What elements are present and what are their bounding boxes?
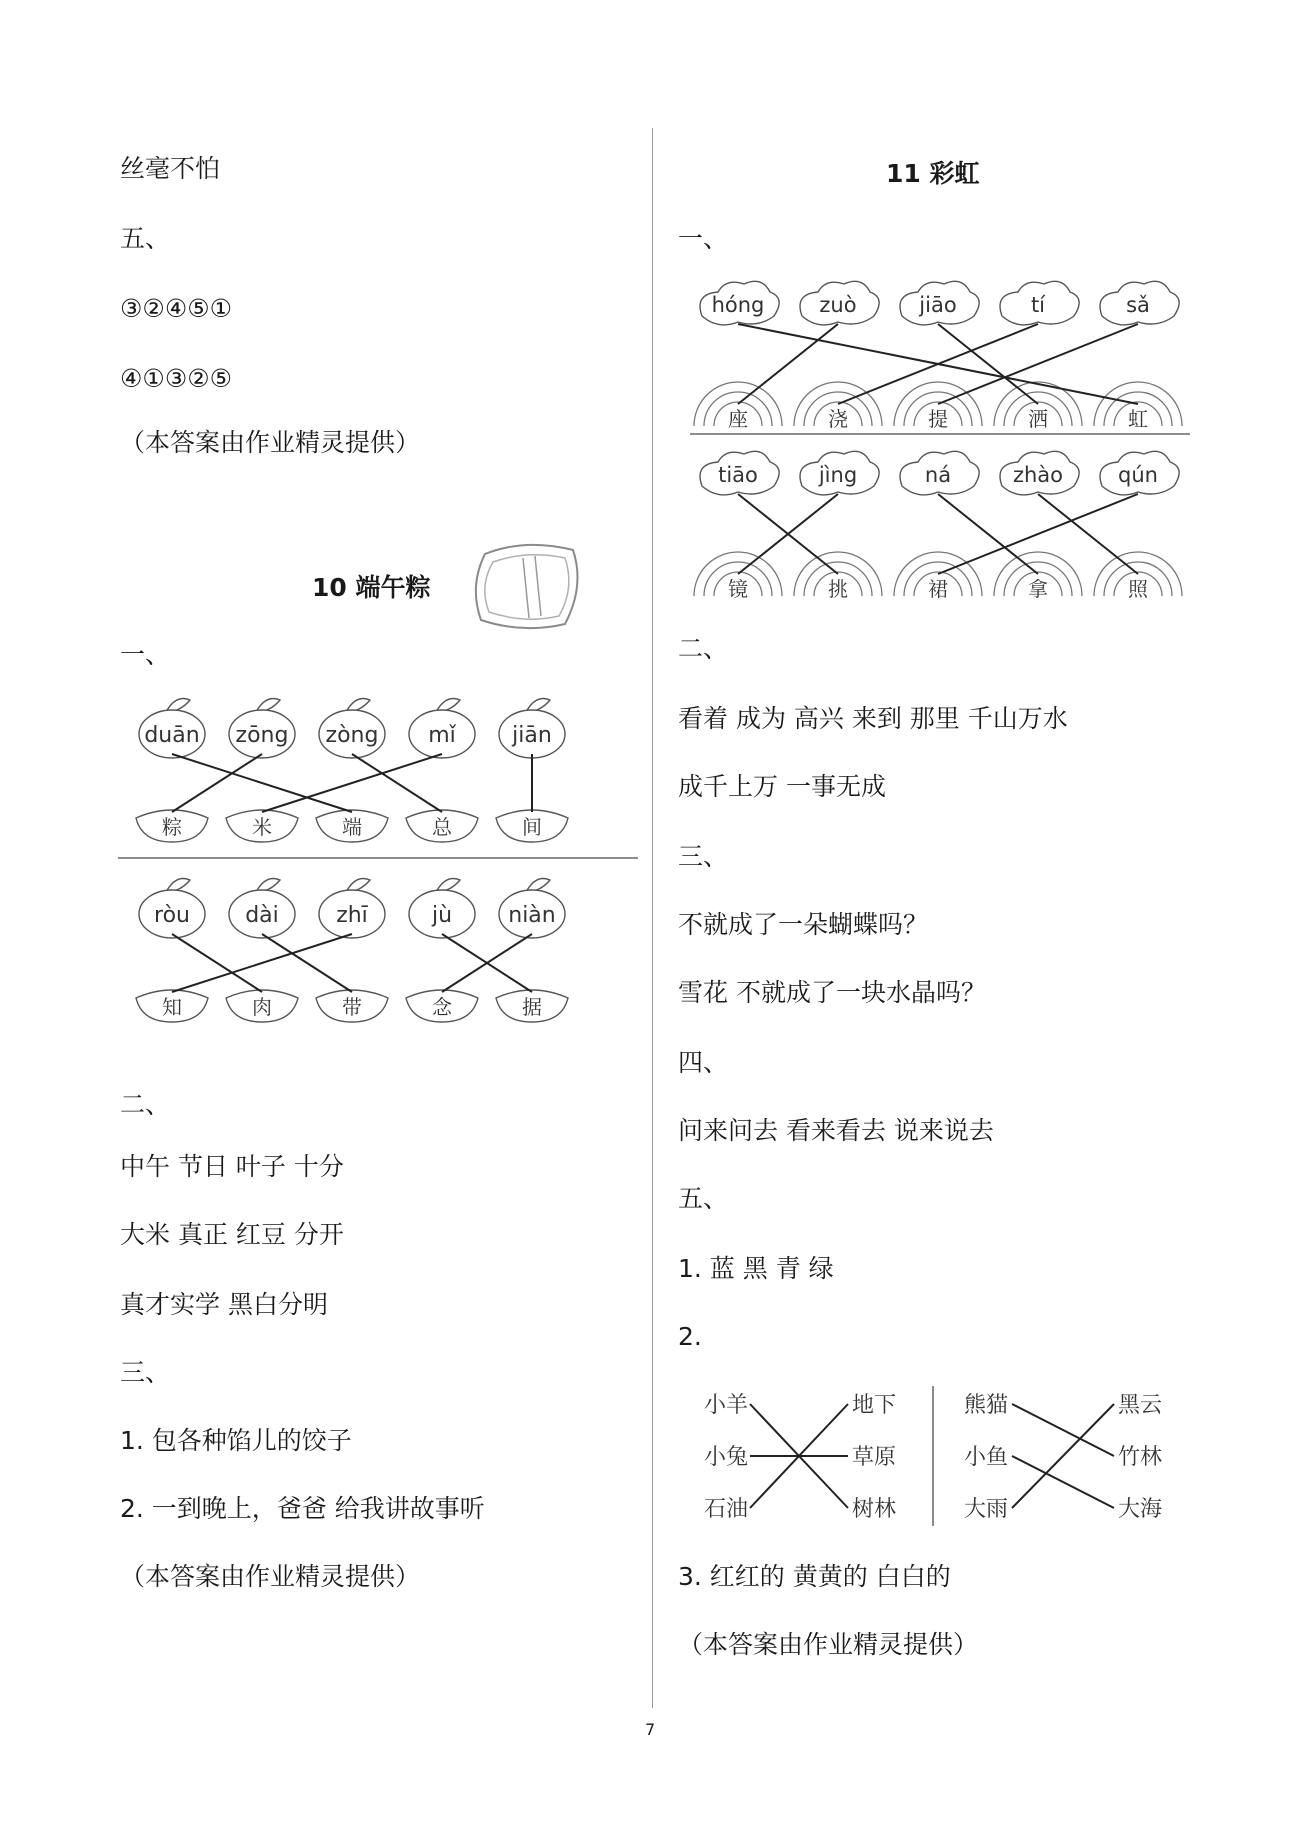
pinyin-label: hóng: [711, 293, 765, 317]
character-label: 肉: [252, 995, 272, 1019]
answer-line: 雪花 不就成了一块水晶吗？: [678, 978, 986, 1007]
character-label: 挑: [828, 577, 848, 601]
word-label: 小鱼: [963, 1445, 1009, 1470]
character-label: 裙: [928, 577, 948, 601]
pinyin-label: niàn: [508, 903, 556, 928]
section-heading: 五、: [120, 224, 171, 253]
source-note: （本答案由作业精灵提供）: [678, 1630, 979, 1659]
answer-line: ③②④⑤①: [120, 294, 233, 323]
answer-line: 中午 节日 叶子 十分: [120, 1152, 344, 1181]
section-heading: 一、: [120, 640, 171, 669]
pinyin-label: jiān: [512, 723, 552, 748]
pinyin-label: zhào: [1012, 463, 1064, 487]
pinyin-label: jù: [431, 903, 453, 928]
word-label: 小兔: [703, 1445, 749, 1470]
character-label: 米: [252, 815, 272, 839]
character-label: 虹: [1128, 407, 1148, 431]
answer-line: 1. 包各种馅儿的饺子: [120, 1426, 352, 1455]
section-heading: 五、: [678, 1184, 729, 1213]
pinyin-label: zhī: [336, 903, 368, 928]
match-line: [938, 324, 1038, 404]
character-label: 端: [342, 815, 362, 839]
answer-line: 3. 红红的 黄黄的 白白的: [678, 1562, 951, 1591]
column-divider: [652, 128, 653, 1708]
word-label: 草原: [851, 1445, 897, 1470]
section-heading: 四、: [678, 1048, 729, 1077]
pinyin-label: ròu: [154, 903, 190, 928]
section-heading: 一、: [678, 224, 729, 253]
answer-line: 不就成了一朵蝴蝶吗？: [678, 910, 929, 939]
lesson-title: 11 彩虹: [886, 159, 980, 188]
answer-line: 丝毫不怕: [120, 154, 221, 183]
character-label: 带: [342, 995, 362, 1019]
pinyin-matching-exercise-top: [118, 690, 638, 860]
word-label: 熊猫: [963, 1393, 1009, 1418]
character-label: 座: [728, 407, 748, 431]
pinyin-label: mǐ: [428, 723, 456, 748]
character-label: 据: [522, 995, 542, 1019]
match-line: [172, 934, 262, 992]
answer-line: 看着 成为 高兴 来到 那里 千山万水: [678, 704, 1068, 733]
pinyin-label: ná: [924, 463, 952, 487]
match-line: [1012, 1404, 1114, 1456]
word-label: 大海: [1117, 1497, 1163, 1522]
word-label: 地下: [851, 1393, 897, 1418]
pinyin-label: tiāo: [718, 463, 758, 487]
match-line: [1012, 1456, 1114, 1508]
character-label: 总: [432, 815, 452, 839]
word-label: 石油: [703, 1497, 749, 1522]
lesson-title: 10 端午粽: [312, 573, 431, 602]
character-label: 粽: [162, 815, 182, 839]
match-line: [938, 494, 1038, 574]
word-label: 大雨: [963, 1497, 1009, 1522]
source-note: （本答案由作业精灵提供）: [120, 1562, 421, 1591]
answer-line: 2.: [678, 1322, 702, 1351]
answer-line: 问来问去 看来看去 说来说去: [678, 1116, 994, 1145]
word-label: 黑云: [1117, 1393, 1163, 1418]
character-label: 镜: [728, 577, 748, 601]
source-note: （本答案由作业精灵提供）: [120, 428, 421, 457]
rainbow-matching-exercise-top: [690, 276, 1190, 436]
rainbow-matching-exercise-bottom: [690, 446, 1190, 606]
character-label: 知: [162, 995, 182, 1019]
pinyin-matching-exercise-bottom: [118, 870, 638, 1045]
pinyin-label: jìng: [818, 463, 858, 487]
pinyin-label: dài: [245, 903, 279, 928]
match-line: [172, 934, 352, 992]
pinyin-label: tí: [1030, 293, 1046, 317]
pinyin-label: jiāo: [919, 293, 957, 317]
pinyin-label: zuò: [819, 293, 857, 317]
match-line: [1012, 1404, 1114, 1508]
word-label: 树林: [851, 1497, 897, 1522]
pinyin-label: sǎ: [1126, 293, 1150, 317]
section-heading: 三、: [120, 1358, 171, 1387]
character-label: 浇: [828, 407, 848, 431]
character-label: 提: [928, 407, 948, 431]
word-label: 小羊: [703, 1393, 749, 1418]
pinyin-label: zòng: [325, 723, 379, 748]
match-line: [172, 754, 262, 812]
word-matching-exercise: [686, 1376, 1196, 1531]
pinyin-label: zōng: [235, 723, 289, 748]
answer-line: 1. 蓝 黑 青 绿: [678, 1254, 834, 1283]
answer-line: 真才实学 黑白分明: [120, 1290, 328, 1319]
match-line: [262, 934, 352, 992]
character-label: 念: [432, 995, 452, 1019]
answer-line: ④①③②⑤: [120, 364, 233, 393]
section-heading: 二、: [120, 1090, 171, 1119]
page-number: 7: [645, 1720, 656, 1739]
answer-line: 成千上万 一事无成: [678, 772, 886, 801]
pinyin-label: duān: [144, 723, 200, 748]
character-label: 间: [522, 815, 542, 839]
word-label: 竹林: [1117, 1445, 1163, 1470]
section-heading: 二、: [678, 634, 729, 663]
answer-line: 2. 一到晚上，爸爸 给我讲故事听: [120, 1494, 485, 1523]
match-line: [1038, 494, 1138, 574]
stamp-logo: [465, 536, 590, 640]
section-heading: 三、: [678, 842, 729, 871]
character-label: 洒: [1028, 407, 1048, 431]
match-line: [262, 754, 442, 812]
match-line: [738, 324, 838, 404]
match-line: [172, 754, 352, 812]
pinyin-label: qún: [1118, 463, 1158, 487]
answer-line: 大米 真正 红豆 分开: [120, 1220, 344, 1249]
match-line: [352, 754, 442, 812]
character-label: 照: [1128, 577, 1148, 601]
character-label: 拿: [1028, 577, 1048, 601]
